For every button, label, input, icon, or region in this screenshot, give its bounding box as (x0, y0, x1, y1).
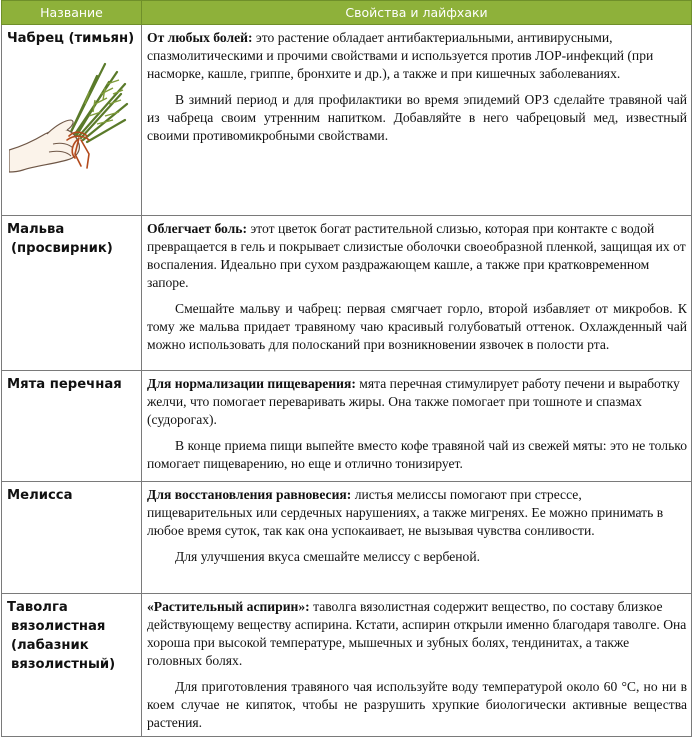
herb-description (147, 486, 687, 540)
herb-properties-cell (142, 216, 692, 371)
table-row (2, 594, 692, 737)
herb-description (147, 220, 687, 292)
hand-holding-thyme-bundle-illustration (9, 54, 129, 174)
herb-properties-table (1, 0, 692, 737)
herb-properties-cell (142, 594, 692, 737)
herb-name-cell (2, 482, 142, 594)
herb-benefit-heading: Облегчает боль: (147, 221, 248, 236)
herb-properties-cell (142, 482, 692, 594)
herb-name: Таволга (7, 600, 68, 615)
herb-properties-cell (142, 25, 692, 216)
herb-name-secondary: вязолистная (лабазник вязолистный) (11, 619, 116, 672)
table-row (2, 25, 692, 216)
herb-name-cell (2, 371, 142, 482)
herb-description-text: мята перечная стимулирует работу печени и выработку желчи, что помогает переваривать жиры. Она также помогает при тошноте и спазмах (судорогах). (147, 376, 680, 427)
herb-name: Мальва (7, 222, 65, 237)
herb-description (147, 598, 687, 670)
herb-lifehack: Для улучшения вкуса смешайте мелиссу с вербеной. (175, 549, 480, 564)
herb-name-cell (2, 594, 142, 737)
herb-name-cell (2, 25, 142, 216)
table-header-row (2, 1, 692, 25)
herb-lifehack: В зимний период и для профилактики во время эпидемий ОРЗ сделайте травяной чай из чабреца своим утренним напитком. Добавляйте в него чабрецовый мед, известный своими противомикробными свойствами. (147, 92, 687, 143)
herb-lifehack: Для приготовления травяного чая используйте воду температурой около 60 °C, но ни в коем случае не кипяток, чтобы не разрушить хрупкие биологически активные вещества растения. (147, 679, 687, 730)
herb-benefit-heading: Для восстановления равновесия: (147, 487, 352, 502)
column-header-properties: Свойства и лайфхаки (142, 1, 692, 25)
column-header-name: Название (2, 1, 142, 25)
herb-name-cell (2, 216, 142, 371)
table-row (2, 482, 692, 594)
herb-description (147, 375, 687, 429)
herb-benefit-heading: Для нормализации пищеварения: (147, 376, 356, 391)
herb-benefit-heading: «Растительный аспирин»: (147, 599, 310, 614)
herb-benefit-heading: От любых болей: (147, 30, 253, 45)
herb-name-secondary: (просвирник) (11, 241, 113, 256)
herb-properties-cell (142, 371, 692, 482)
herb-name: Мята перечная (7, 377, 122, 392)
herb-description-text: этот цветок богат растительной слизью, которая при контакте с водой превращается в гель и покрывает слизистые оболочки своеобразной пленкой, защищая их от воспаления. Идеально при сухом раздражающем кашле, а также при кратковременном запоре. (147, 221, 686, 290)
table-row (2, 371, 692, 482)
herb-description-text: таволга вязолистная содержит вещество, по составу близкое действующему веществу аспирина. Кстати, аспирин открыли именно благодаря таволге. Она хороша при высокой температуре, мышечных и зубных болях, тендинитах, а также головных болях. (147, 599, 687, 668)
herb-description-text: это растение обладает антибактериальными, антивирусными, спазмолитическими и прочими свойствами и используется против ЛОР-инфекций (при насморке, кашле, гриппе, бронхите и др.), а также и при кишечных заболеваниях. (147, 30, 654, 81)
herb-description (147, 29, 687, 83)
herb-lifehack: Смешайте мальву и чабрец: первая смягчает горло, второй избавляет от микробов. К тому же мальва придает травяному чаю красивый голубоватый оттенок. Охлажденный чай можно использовать для полосканий при возникновении язвочек в полости рта. (147, 301, 687, 352)
herb-description-text: листья мелиссы помогают при стрессе, пищеварительных или сердечных нарушениях, а также мигренях. Ее можно принимать в любое время суток, так как она успокаивает, не вызывая чувства сонливости. (147, 487, 664, 538)
herb-name: Чабрец (тимьян) (7, 31, 135, 46)
herb-name: Мелисса (7, 488, 73, 503)
herb-lifehack: В конце приема пищи выпейте вместо кофе травяной чай из свежей мяты: это не только помогает пищеварению, но еще и отлично тонизирует. (147, 438, 687, 471)
table-row (2, 216, 692, 371)
